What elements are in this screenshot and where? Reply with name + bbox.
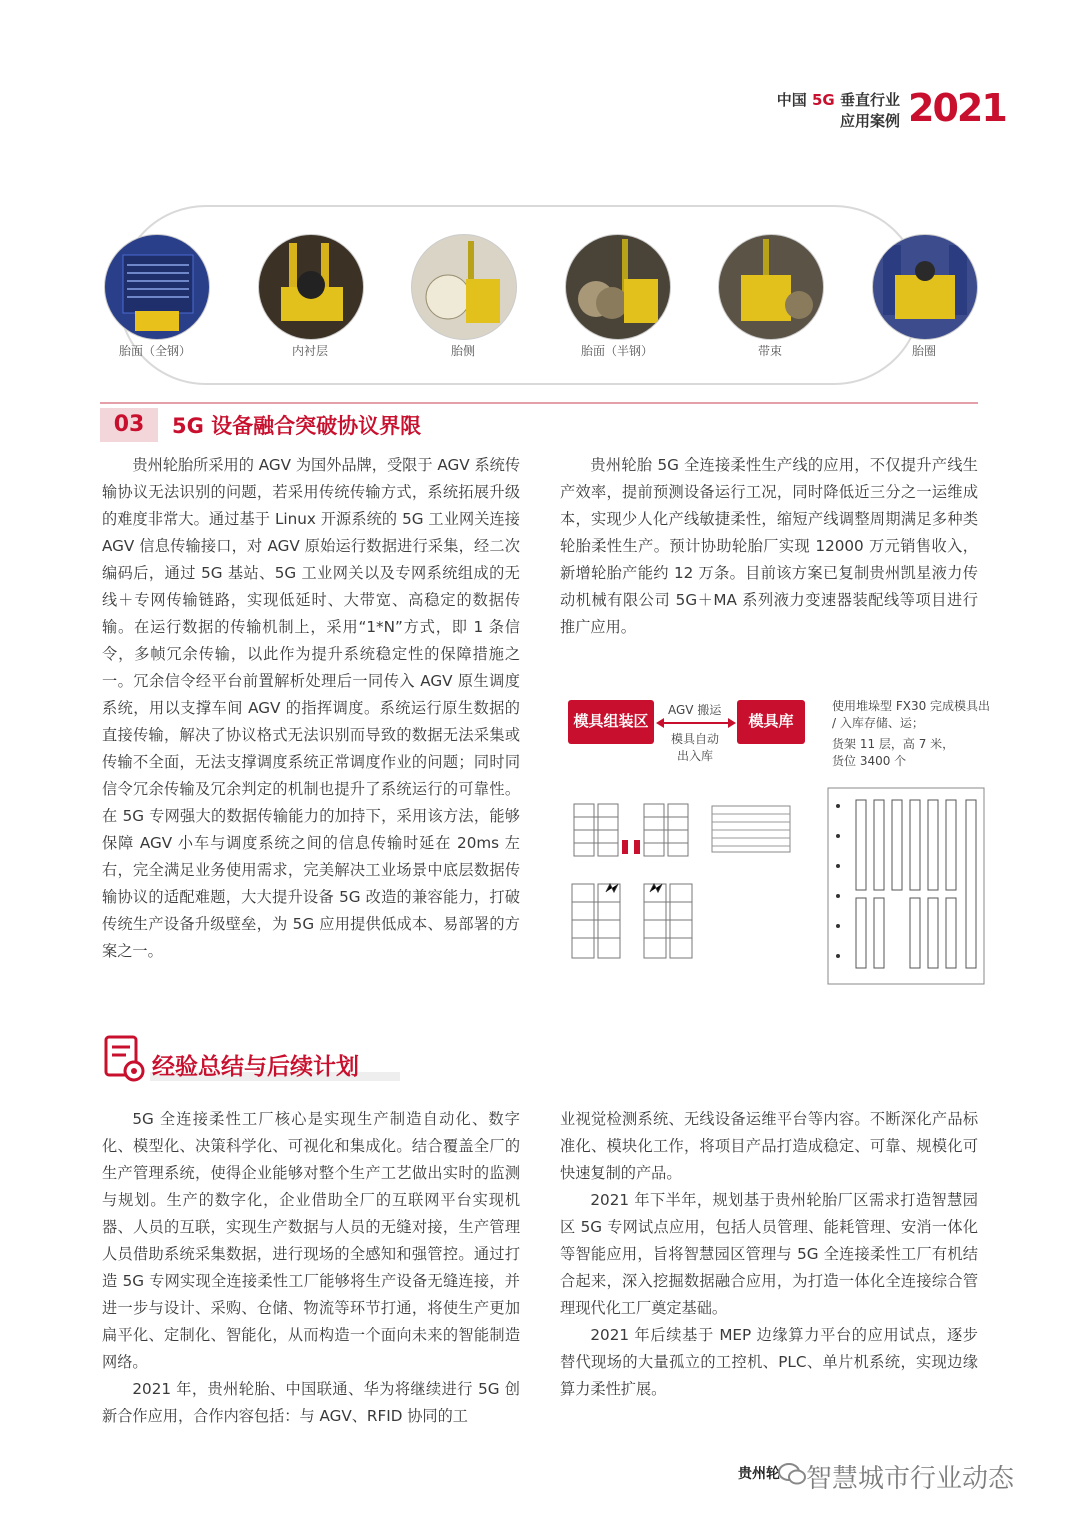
report-header [777,90,900,132]
storage-notes [832,698,992,770]
yellow-agv-roll-icon [412,235,516,339]
machine-photo-5 [718,234,824,340]
header-5g: 5G [812,91,835,109]
summary-left-paragraph-2: 2021 年，贵州轮胎、中国联通、华为将继续进行 5G 创新合作应用，合作内容包括：与 AGV、RFID 协同的工 [102,1380,520,1425]
arrow-label-auto-line2: 出入库 [677,749,714,763]
arrow-label-auto [671,731,719,765]
yellow-agv-machine-icon [259,235,363,339]
machine-photo-2 [258,234,364,340]
stage-label-2: 内衬层 [291,344,328,358]
blue-extruder-machine-icon [105,235,209,339]
summary-right-column [560,1106,978,1403]
summary-title: 经验总结与后续计划 [152,1054,359,1080]
machine-photo-4 [565,234,671,340]
yellow-agv-roll-icon [566,235,670,339]
machine-photo-1 [104,234,210,340]
storage-note-3: 货位 3400 个 [832,754,907,768]
summary-left-paragraph-1: 5G 全连接柔性工厂核心是实现生产制造自动化、数字化、模型化、决策科学化、可视化和集成化。结合覆盖全厂的生产管理系统，使得企业能够对整个生产工艺做出实时的监测与规划。生产的数字化，企业借助全厂的互联网平台实现机器、人员的互联，实现生产数据与人员的无缝对接，生产管理人员借助系统采集数据，进行现场的全感知和强管控。通过打造 5G 专网实现全连接柔性工厂能够将生产设备无缝连接，并进一步与设计、采购、仓储、物流等环节打通，将使生产更加扁平化、定制化、智能化，从而构造一个面向未来的智能制造网络。 [102,1110,520,1371]
section03-right-paragraph: 贵州轮胎 5G 全连接柔性生产线的应用，不仅提升产线生产效率，提前预测设备运行工况，同时降低近三分之一运维成本，实现少人化产线敏捷柔性，缩短产线调整周期满足多种类轮胎柔性生产。预计协助轮胎厂实现 12000 万元销售收入，新增轮胎产能约 12 万条。目前该方案已复制贵州凯星液力传动机械有限公司 5G＋MA 系列液力变速器装配线等项目进行推广应用。 [560,456,978,636]
storage-note-2: 货架 11 层，高 7 米， [832,737,955,751]
summary-right-paragraph-3: 2021 年后续基于 MEP 边缘算力平台的应用试点，逐步替代现场的大量孤立的工控机、PLC、单片机系统，实现边缘算力柔性扩展。 [560,1326,978,1398]
yellow-agv-machine-icon [873,235,977,339]
section03-right-column [560,452,978,641]
storage-note-1: 使用堆垛型 FX30 完成模具出 / 入库存储、运； [832,699,991,730]
summary-right-paragraph-2: 2021 年下半年，规划基于贵州轮胎厂区需求打造智慧园区 5G 专网试点应用，包括人员管理、能耗管理、安消一体化等智能应用，旨将智慧园区管理与 5G 全连接柔性工厂有机结合起来，深入挖掘数据融合应用，为打造一体化全连接综合管理现代化工厂奠定基础。 [560,1191,978,1317]
section-title: 5G 设备融合突破协议界限 [172,414,422,438]
warehouse-layout-drawing [826,786,986,986]
rack-elevation-drawing [572,800,692,860]
rack-plan-drawing [570,878,694,962]
rack-side-drawing [710,804,792,854]
mold-assembly-box: 模具组装区 [568,700,654,744]
section03-left-paragraph: 贵州轮胎所采用的 AGV 为国外品牌，受限于 AGV 系统传输协议无法识别的问题，若采用传统传输方式，系统拓展升级的难度非常大。通过基于 Linux 开源系统的 5G 工业网关连接 AGV 信息传输接口，对 AGV 原始运行数据进行采集，经二次编码后，通过 5G 基站、5G 工业网关以及专网系统组成的无线＋专网传输链路，实现低延时、大带宽、高稳定的数据传输。在运行数据的传输机制上，采用“1*N”方式，即 1 条信令，多帧冗余传输，以此作为提升系统稳定性的保障措施之一。冗余信令经平台前置解析处理后一同传入 AGV 原生调度系统，用以支撑车间 AGV 的指挥调度。系统运行原生数据的直接传输，解决了协议格式无法识别而导致的数据无法采集或传输不全面，无法支撑调度系统正常调度作业的问题；同时同信令冗余传输及冗余判定的机制也提升了系统运行的可靠性。在 5G 专网强大的数据传输能力的加持下，采用该方法，能够保障 AGV 小车与调度系统之间的信息传输时延在 20ms 左右，完全满足业务使用需求，完美解决工业场景中底层数据传输协议的适配难题，大大提升设备 5G 改造的兼容能力，打破传统生产设备升级壁垒，为 5G 应用提供低成本、易部署的方案之一。 [102,456,521,960]
header-line2: 应用案例 [839,112,900,130]
wechat-icon [778,1462,806,1486]
header-line1-prefix: 中国 [776,91,807,109]
header-year: 2021 [908,86,1006,130]
summary-right-paragraph-1: 业视觉检测系统、无线设备运维平台等内容。不断深化产品标准化、模块化工作，将项目产品打造成稳定、可靠、规模化可快速复制的产品。 [560,1110,978,1182]
section-number: 03 [100,408,158,442]
section03-left-column [102,452,520,965]
section-divider [100,402,978,404]
stage-label-1: 胎面（全钢） [118,344,191,358]
machine-photo-3 [411,234,517,340]
summary-left-column [102,1106,520,1430]
stage-label-5: 带束 [757,344,782,358]
stage-label-6: 胎圈 [911,344,936,358]
yellow-agv-roll-icon [719,235,823,339]
arrow-label-auto-line1: 模具自动 [671,732,720,746]
double-arrow-icon [656,716,736,730]
footer-text: 贵州轮 [738,1466,780,1482]
document-check-icon [102,1034,146,1082]
mold-storage-box: 模具库 [737,700,805,744]
stage-label-3: 胎侧 [450,344,475,358]
arrow-label-agv: AGV 搬运 [668,703,722,717]
header-line1-suffix: 垂直行业 [839,91,900,109]
machine-photo-6 [872,234,978,340]
watermark-text: 智慧城市行业动态 [806,1464,1015,1494]
stage-label-4: 胎面（半钢） [580,344,653,358]
